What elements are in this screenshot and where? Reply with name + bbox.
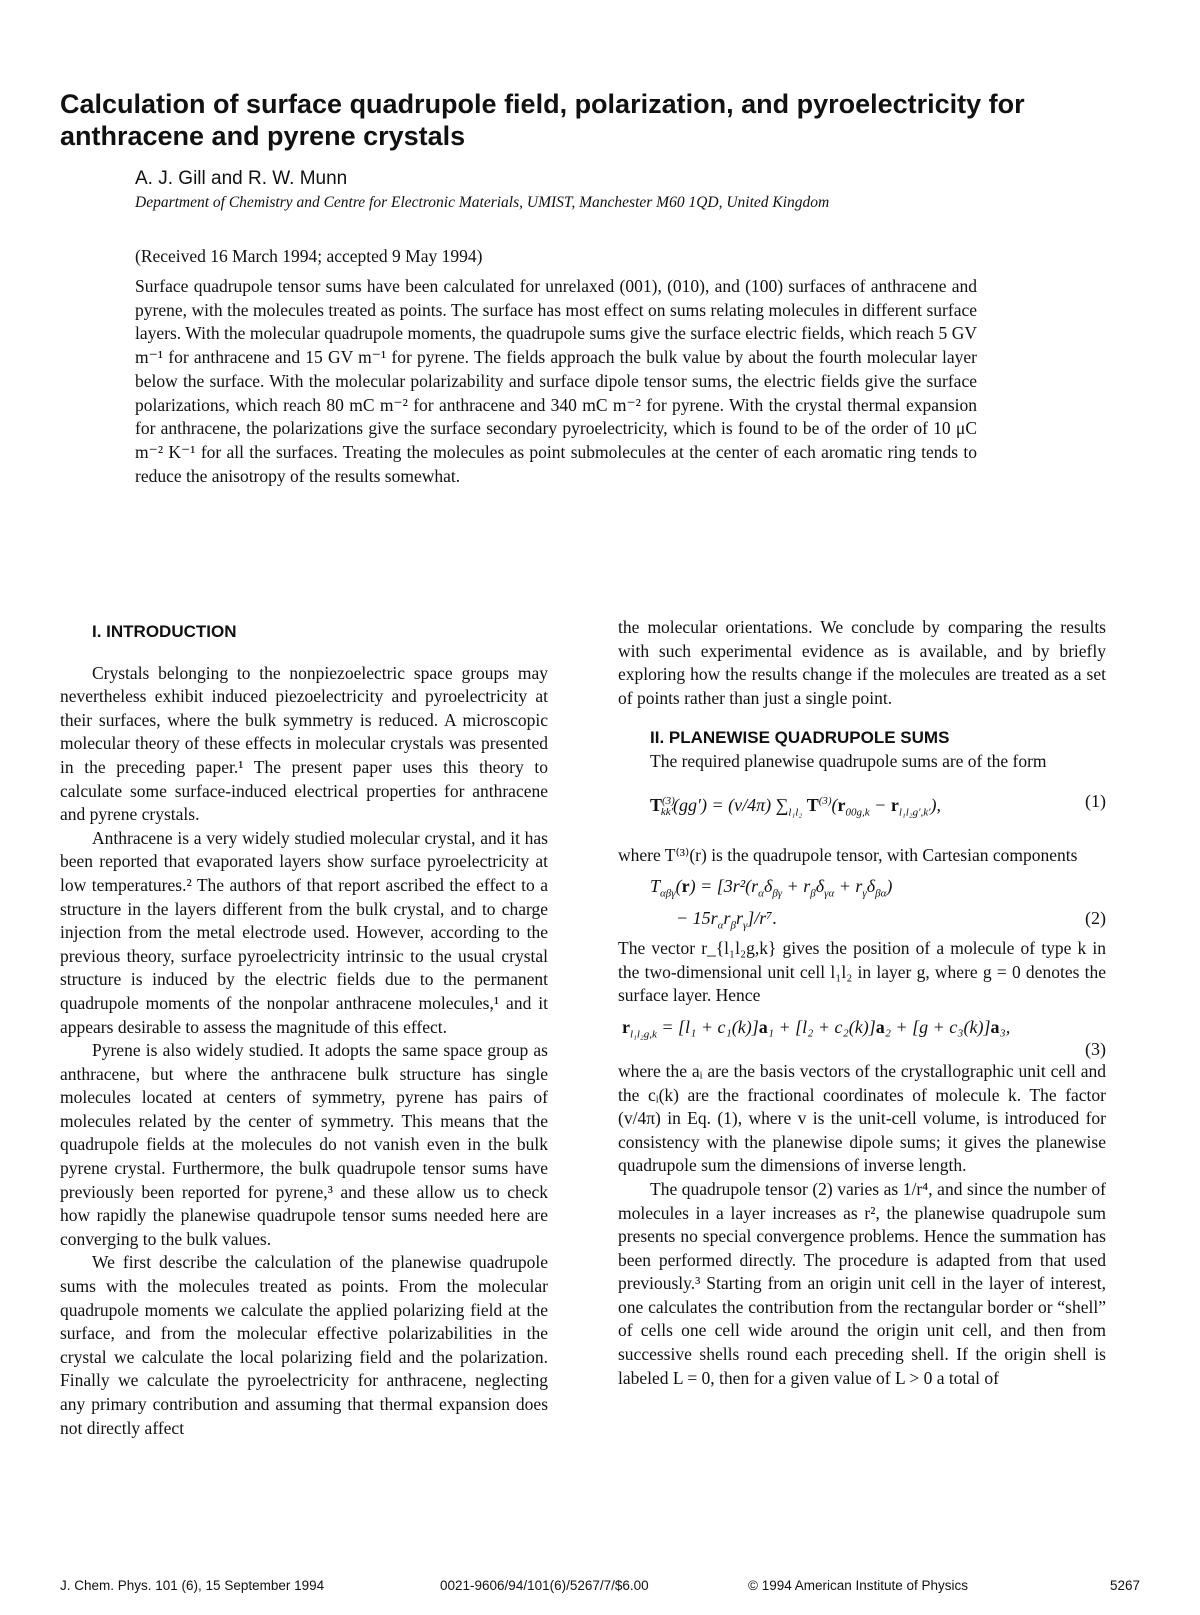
- paper-title: Calculation of surface quadrupole field, polarization, and pyroelectricity for anthracene and pyrene crystals: [60, 89, 1025, 151]
- equation-3-body: $r_{l_1l_2g,k} = [l_1 + c_1(k)]a_1 + [l_2 + c_2(k)]a_2 + [g + c_3(k)]a_3$,: [622, 1016, 1011, 1041]
- paragraph: Pyrene is also widely studied. It adopts the same space group as anthracene, but where the anthracene bulk structure has single molecules located at centers of symmetry, pyrene has pairs of molecules related by the center of symmetry. This means that the quadrupole fields at the molecules do not vanish even in the bulk pyrene crystal. Furthermore, the bulk quadrupole tensor sums have previously been reported for pyrene,³ and these allow us to check how rapidly the planewise quadrupole tensor sums needed here are converging to the bulk values.: [60, 1040, 548, 1249]
- paragraph: The required planewise quadrupole sums are of the form: [650, 750, 1047, 771]
- affiliation: Department of Chemistry and Centre for Electronic Materials, UMIST, Manchester M60 1QD, United Kingdom: [135, 194, 830, 211]
- equation-1-number: (1): [1085, 790, 1106, 811]
- equation-3-number: (3): [1085, 1038, 1106, 1059]
- paragraph: the molecular orientations. We conclude by comparing the results with such experimental evidence as is available, and by briefly exploring how the results change if the molecules are treated as a set of points rather than just a single point.: [618, 617, 1106, 708]
- left-column: [60, 620, 548, 1440]
- paragraph: Crystals belonging to the nonpiezoelectric space groups may nevertheless exhibit induced piezoelectricity and pyroelectricity at their surfaces, where the bulk symmetry is reduced. A microscopic molecular theory of these effects in molecular crystals was presented in the preceding paper.¹ The present paper uses this theory to calculate some surface-induced electrical properties for anthracene and pyrene crystals.: [60, 662, 548, 825]
- authors: A. J. Gill and R. W. Munn: [135, 168, 348, 189]
- paragraph: The vector r_{l₁l₂g,k} gives the position of a molecule of type k in the two-dimensional unit cell l₁l₂ in layer g, where g = 0 denotes the surface layer. Hence: [618, 938, 1106, 1006]
- paragraph: Anthracene is a very widely studied molecular crystal, and it has been reported that evaporated layers show surface pyroelectricity at low temperatures.² The authors of that report ascribed the effect to a structure in the layers different from the bulk crystal, and to charge injection from the metal electrode used. However, according to the previous theory, surface pyroelectricity intrinsic to the usual crystal structure is induced by the electric fields due to the permanent quadrupole moments of the nonpolar anthracene molecules,¹ and it appears desirable to assess the magnitude of this effect.: [60, 827, 548, 1037]
- journal-citation: J. Chem. Phys. 101 (6), 15 September 1994: [60, 1578, 325, 1593]
- equation-2-number: (2): [1085, 908, 1106, 929]
- paragraph: The quadrupole tensor (2) varies as 1/r⁴, and since the number of molecules in a layer increases as r², the planewise quadrupole sum presents no special convergence problems. Hence the summation has been performed directly. The procedure is adapted from that used previously.³ Starting from an origin unit cell in the layer of interest, one calculates the contribution from the rectangular border or “shell” of cells one cell wide around the origin unit cell, and then from successive shells round each preceding shell. If the origin shell is labeled L = 0, then for a given value of L > 0 a total of: [618, 1178, 1106, 1388]
- section-heading-planewise: II. PLANEWISE QUADRUPOLE SUMS: [650, 728, 950, 748]
- equation-1-body: $T^{(3)}_{kk'}(gg') = (v/4\pi)$ $\sum_{l_1l_2}$ $T^{(3)}(r_{00g,k} - r_{l_1l_2g',k'})$,: [650, 794, 942, 819]
- equation-2: [618, 867, 1106, 937]
- paragraph: where the aᵢ are the basis vectors of the crystallographic unit cell and the cᵢ(k) are the fractional coordinates of molecule k. The factor (v/4π) in Eq. (1), where v is the unit-cell volume, is introduced for consistency with the planewise dipole sums; it gives the planewise quadrupole sum the dimensions of inverse length.: [618, 1060, 1106, 1176]
- equation-1: [618, 782, 1106, 844]
- abstract: Surface quadrupole tensor sums have been calculated for unrelaxed (001), (010), and (100) surfaces of anthracene and pyrene, with the molecules treated as points. The surface has most effect on sums relating molecules in different surface layers. With the molecular quadrupole moments, the quadrupole sums give the surface electric fields, which reach 5 GV m⁻¹ for anthracene and 15 GV m⁻¹ for pyrene. The fields approach the bulk value by about the fourth molecular layer below the surface. With the molecular polarizability and surface dipole tensor sums, the electric fields give the surface polarizations, which reach 80 mC m⁻² for anthracene and 340 mC m⁻² for pyrene. With the crystal thermal expansion for anthracene, the polarizations give the surface secondary pyroelectricity, which is found to be of the order of 10 μC m⁻² K⁻¹ for all the surfaces. Treating the molecules as point submolecules at the center of each aromatic ring tends to reduce the anisotropy of the results somewhat.: [135, 276, 977, 486]
- equation-3: [618, 1008, 1106, 1060]
- page-footer: [60, 1578, 1140, 1598]
- copyright: © 1994 American Institute of Physics: [748, 1578, 969, 1593]
- paragraph: We first describe the calculation of the planewise quadrupole sums with the molecules treated as points. From the molecular quadrupole moments we calculate the applied polarizing field at the surface, and from the molecular effective polarizabilities in the crystal we calculate the local polarizing field and the polarization. Finally we calculate the pyroelectricity for anthracene, neglecting any primary contribution and assuming that thermal expansion does not directly affect: [60, 1252, 548, 1438]
- section-heading-introduction: I. INTRODUCTION: [92, 622, 237, 641]
- article-code: 0021-9606/94/101(6)/5267/7/$6.00: [440, 1578, 649, 1593]
- paragraph: where T⁽³⁾(r) is the quadrupole tensor, with Cartesian components: [618, 844, 1078, 865]
- right-column: [618, 616, 1106, 1390]
- page-number: 5267: [1109, 1578, 1140, 1593]
- equation-2-line-1: $T_{\alpha\beta\gamma}(r) = [3r^2(r_\alpha\delta_{\beta\gamma} + r_\beta\delta_{\gamma\alpha} + r_\gamma\delta_{\beta\alpha})$: [650, 876, 893, 900]
- received-date: (Received 16 March 1994; accepted 9 May 1994): [135, 246, 483, 266]
- equation-2-line-2: − $15r_\alpha r_\beta r_\gamma]/r^7$.: [676, 908, 778, 932]
